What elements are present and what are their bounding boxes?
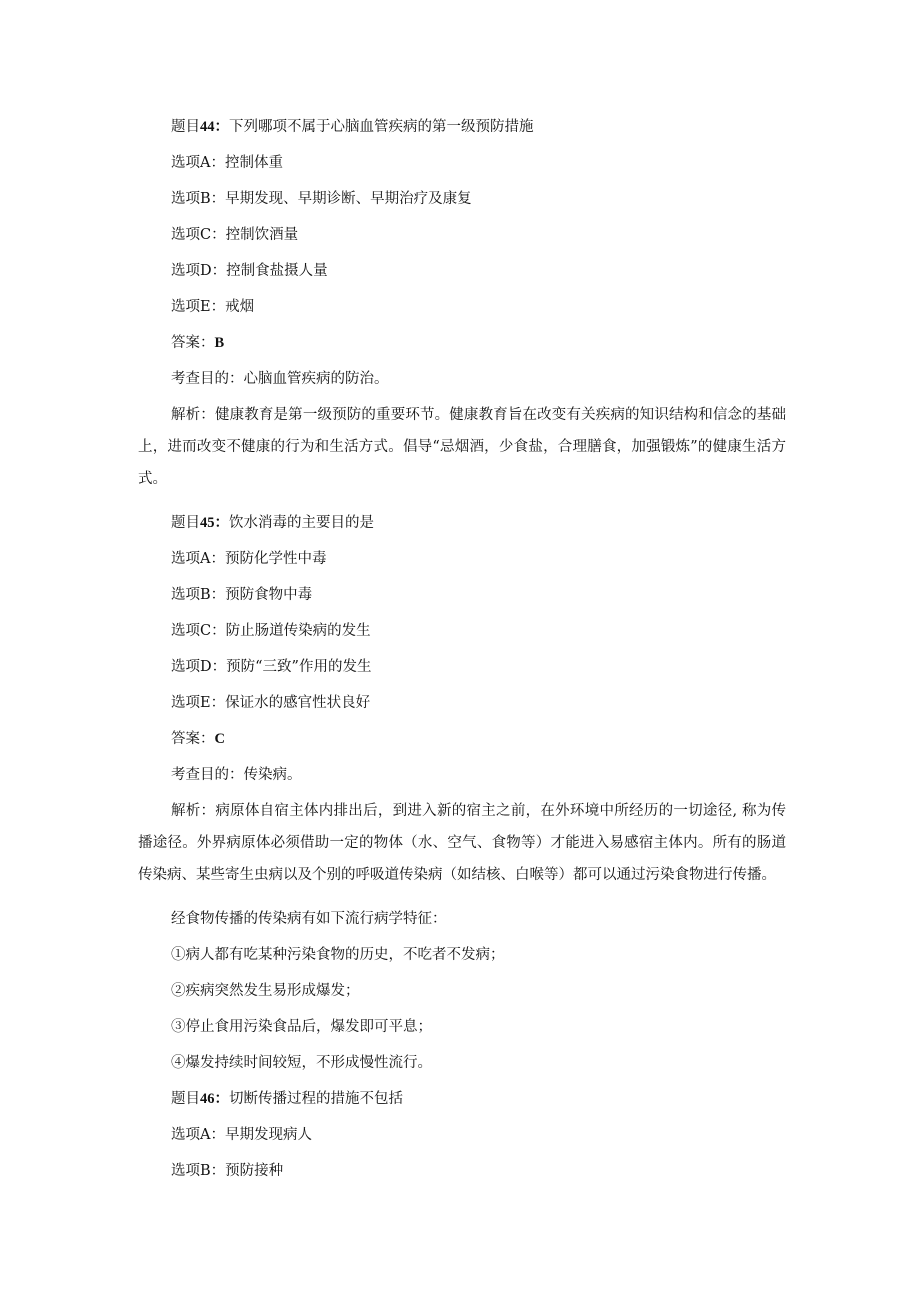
exam-purpose: 考查目的：心脑血管疾病的防治。 (171, 371, 389, 387)
question-46-title (171, 1089, 403, 1109)
option-a: 选项A：早期发现病人 (171, 1127, 312, 1143)
feature-item: ①病人都有吃某种污染食物的历史，不吃者不发病； (171, 947, 505, 963)
question-title-separator: ： (214, 1091, 229, 1107)
option-c: 选项C：控制饮酒量 (171, 227, 299, 243)
feature-item: ③停止食用污染食品后，爆发即可平息； (171, 1019, 432, 1035)
option-a: 选项A：预防化学性中毒 (171, 551, 327, 567)
question-number: 45 (200, 515, 215, 531)
option-d: 选项D：控制食盐摄人量 (171, 263, 328, 279)
answer-value: B (214, 335, 225, 351)
question-45-title (171, 513, 374, 533)
feature-item: ②疾病突然发生易形成爆发； (171, 983, 360, 999)
answer-value: C (214, 731, 225, 747)
option-d: 选项D：预防“三致”作用的发生 (171, 659, 372, 675)
exam-purpose: 考查目的：传染病。 (171, 767, 302, 783)
question-title-prefix: 题目 (171, 515, 200, 531)
features-intro: 经食物传播的传染病有如下流行病学特征： (171, 911, 447, 927)
answer-label: 答案： (171, 335, 215, 351)
question-text: 饮水消毒的主要目的是 (229, 515, 374, 531)
question-44-title (171, 117, 534, 137)
question-text: 下列哪项不属于心脑血管疾病的第一级预防措施 (229, 119, 534, 135)
question-number: 46 (200, 1091, 215, 1107)
question-title-prefix: 题目 (171, 1091, 200, 1107)
option-c: 选项C：防止肠道传染病的发生 (171, 623, 371, 639)
answer-label: 答案： (171, 731, 215, 747)
question-number: 44 (200, 119, 215, 135)
option-e: 选项E：戒烟 (171, 299, 255, 315)
option-b: 选项B：预防食物中毒 (171, 587, 313, 603)
analysis-paragraph: 解析：健康教育是第一级预防的重要环节。健康教育旨在改变有关疾病的知识结构和信念的基础上，进而改变不健康的行为和生活方式。倡导“忌烟酒，少食盐，合理膳食，加强锻炼”的健康生活方式。 (138, 407, 786, 487)
question-title-separator: ： (214, 515, 229, 531)
answer-line (171, 729, 225, 749)
option-b: 选项B：早期发现、早期诊断、早期治疗及康复 (171, 191, 472, 207)
analysis-paragraph: 解析：病原体自宿主体内排出后，到进入新的宿主之前，在外环境中所经历的一切途径, 称为传播途径。外界病原体必须借助一定的物体（水、空气、食物等）才能进入易感宿主体内。所有的肠道传染病、某些寄生虫病以及个别的呼吸道传染病（如结核、白喉等）都可以通过污染食物进行传播。 (138, 803, 786, 883)
option-e: 选项E：保证水的感官性状良好 (171, 695, 371, 711)
question-text: 切断传播过程的措施不包括 (229, 1091, 403, 1107)
question-title-separator: ： (214, 119, 229, 135)
answer-line (171, 333, 224, 353)
feature-item: ④爆发持续时间较短，不形成慢性流行。 (171, 1055, 432, 1071)
option-b: 选项B：预防接种 (171, 1163, 284, 1179)
question-title-prefix: 题目 (171, 119, 200, 135)
option-a: 选项A：控制体重 (171, 155, 283, 171)
